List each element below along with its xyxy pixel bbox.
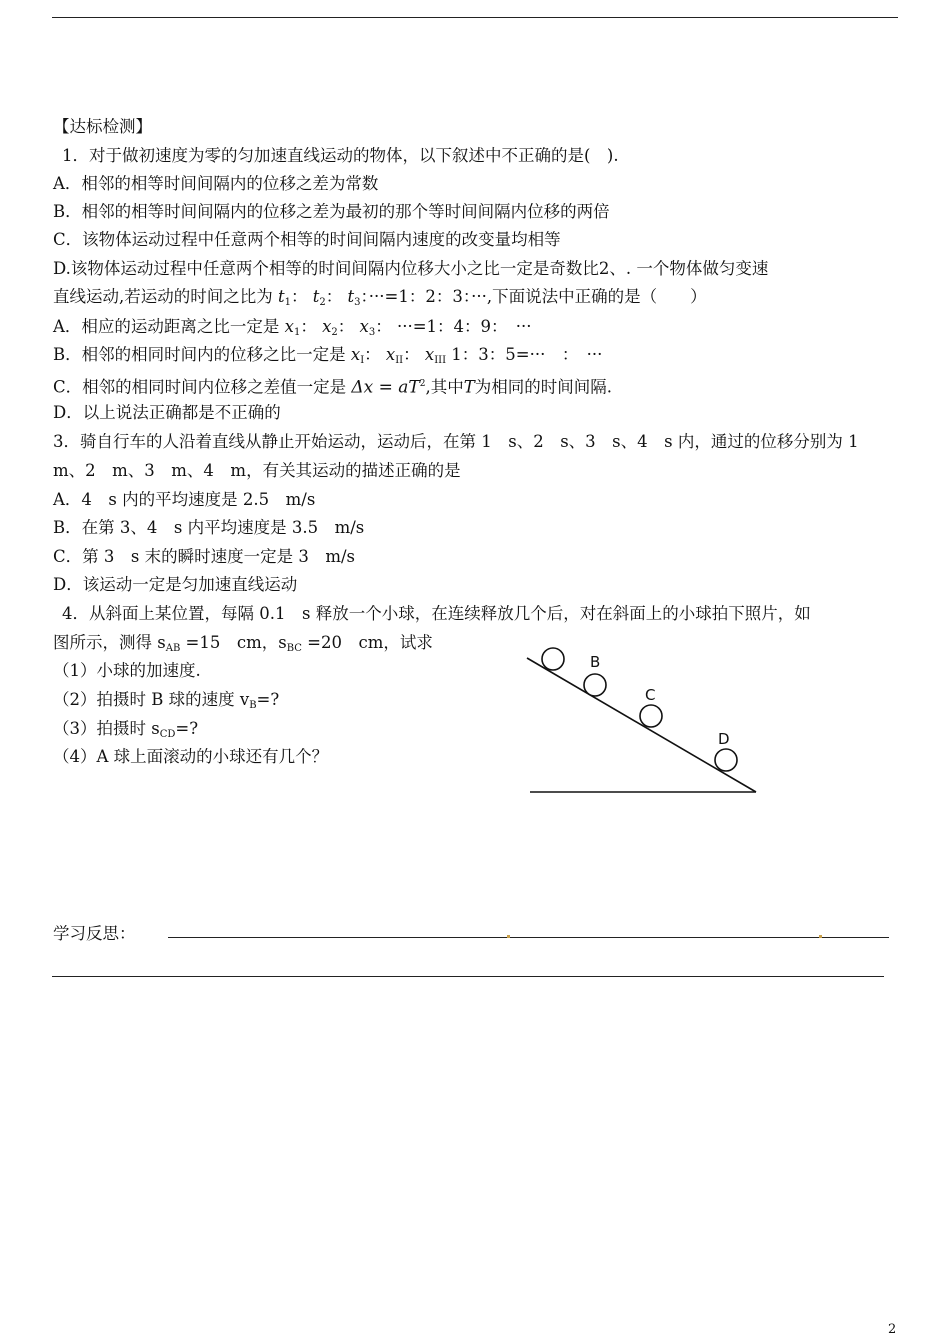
t2-var: t: [312, 287, 320, 306]
sBC-sub: BC: [286, 643, 302, 654]
q4-stem-end: =20 cm，试求: [301, 633, 433, 652]
q2-c-end: 为相同的时间间隔.: [474, 377, 613, 397]
q2-b-text: B．相邻的相同时间内的位移之比一定是: [53, 345, 346, 364]
xII-sub: II: [395, 355, 404, 366]
q2-a-text: A．相应的运动距离之比一定是: [53, 317, 280, 336]
q2-stem-end: ：···=1：2：3：···,下面说法中正确的是（ ）: [360, 287, 707, 306]
section-title: 【达标检测】: [53, 117, 152, 136]
incline-figure: [520, 645, 770, 800]
q2-c-text: C．相邻的相同时间内位移之差值一定是: [53, 377, 347, 397]
sep: ：: [364, 345, 381, 364]
q3-stem-line1: 3．骑自行车的人沿着直线从静止开始运动，运动后，在第 1 s、2 s、3 s、4 s 内，通过的位移分别为 1: [53, 432, 859, 451]
q2-option-d: D．以上说法正确都是不正确的: [53, 403, 281, 422]
xIII-var: x: [424, 345, 435, 364]
q4-p2-text: （2）拍摄时 B 球的速度 v: [53, 690, 250, 709]
q2-stem-text: 直线运动,若运动的时间之比为: [53, 287, 273, 306]
label-b: B: [590, 653, 601, 671]
q4-p3-text: （3）拍摄时 s: [53, 719, 160, 738]
t2-sub: 2: [319, 297, 326, 308]
x2-var: x: [322, 317, 332, 336]
reflection-line-1: [168, 937, 889, 938]
T-var: T: [463, 377, 475, 397]
page-number: 2: [888, 1322, 897, 1337]
q4-part-1: （1）小球的加速度.: [53, 661, 201, 680]
q2-option-c: [53, 373, 612, 399]
q3-option-c: C．第 3 s 末的瞬时速度一定是 3 m/s: [53, 547, 355, 566]
q1-option-b: B．相邻的相等时间间隔内的位移之差为最初的那个等时间间隔内位移的两倍: [53, 202, 610, 221]
q1-option-d: D.该物体运动过程中任意两个相等的时间间隔内位移大小之比一定是奇数比2、. 一个物体做匀变速: [53, 259, 769, 278]
q4-part-2: [53, 689, 279, 714]
ball-c: [640, 705, 662, 727]
x1-sub: 1: [293, 327, 301, 338]
label-d: D: [718, 730, 730, 748]
sAB-sub: AB: [165, 643, 181, 654]
t3-sub: 3: [354, 297, 361, 308]
q4-stem-mid: =15 cm，s: [180, 633, 287, 652]
reflection-label: 学习反思：: [53, 924, 136, 943]
q4-stem-line2: [53, 632, 433, 657]
sep: ：: [291, 287, 308, 306]
incline-line: [527, 658, 756, 792]
x2-sub: 2: [331, 327, 338, 338]
formula-exponent: 2: [419, 379, 426, 389]
q2-b-ratio: 1：3：5=··· ： ···: [446, 345, 603, 364]
sCD-sub: CD: [159, 729, 176, 740]
vB-sub: B: [249, 700, 257, 711]
reflection-line-2: [52, 976, 884, 977]
q3-option-d: D．该运动一定是匀加速直线运动: [53, 575, 298, 594]
q4-stem-text: 图所示，测得 s: [53, 633, 166, 652]
x3-var: x: [359, 317, 369, 336]
q1-stem: 1．对于做初速度为零的匀加速直线运动的物体，以下叙述中不正确的是( ).: [62, 146, 619, 165]
sep: ：: [403, 345, 420, 364]
q1-option-a: A．相邻的相等时间间隔内的位移之差为常数: [53, 174, 379, 193]
label-c: C: [645, 686, 656, 704]
q2-option-b: [53, 344, 602, 369]
xIII-sub: III: [434, 355, 447, 366]
q3-option-a: A．4 s 内的平均速度是 2.5 m/s: [53, 490, 316, 509]
q2-option-a: [53, 316, 532, 341]
q4-part-3: [53, 718, 198, 743]
delta-x-formula: Δx = aT: [351, 377, 420, 398]
ball-a: [542, 648, 564, 670]
q1-option-c: C．该物体运动过程中任意两个相等的时间间隔内速度的改变量均相等: [53, 230, 561, 249]
x1-var: x: [284, 317, 294, 336]
t3-var: t: [347, 287, 355, 306]
decorative-dot: [819, 935, 822, 938]
q2-c-mid: ,其中: [425, 377, 464, 397]
t1-var: t: [278, 287, 285, 306]
q2-a-ratio: ···=1：4：9： ···: [396, 317, 532, 336]
t1-sub: 1: [284, 297, 292, 308]
q3-stem-line2: m、2 m、3 m、4 m，有关其运动的描述正确的是: [53, 461, 461, 480]
q3-option-b: B．在第 3、4 s 内平均速度是 3.5 m/s: [53, 518, 365, 537]
sep: ：: [375, 317, 392, 336]
ball-d: [715, 749, 737, 771]
decorative-dot: [507, 935, 510, 938]
q2-stem: [53, 286, 707, 311]
x3-sub: 3: [368, 327, 376, 338]
ball-b: [584, 674, 606, 696]
sep: ：: [300, 317, 317, 336]
q4-stem-line1: 4．从斜面上某位置，每隔 0.1 s 释放一个小球，在连续释放几个后，对在斜面上的小球拍下照片，如: [62, 604, 811, 623]
xI-var: x: [350, 345, 361, 364]
q4-p3-end: =?: [175, 719, 199, 738]
xI-sub: I: [360, 355, 365, 366]
sep: ：: [337, 317, 355, 336]
top-rule: [52, 17, 898, 18]
sep: ：: [325, 287, 343, 306]
q4-part-4: （4）A 球上面滚动的小球还有几个？: [53, 747, 329, 766]
xII-var: x: [385, 345, 396, 364]
q4-p2-end: =?: [256, 690, 280, 709]
